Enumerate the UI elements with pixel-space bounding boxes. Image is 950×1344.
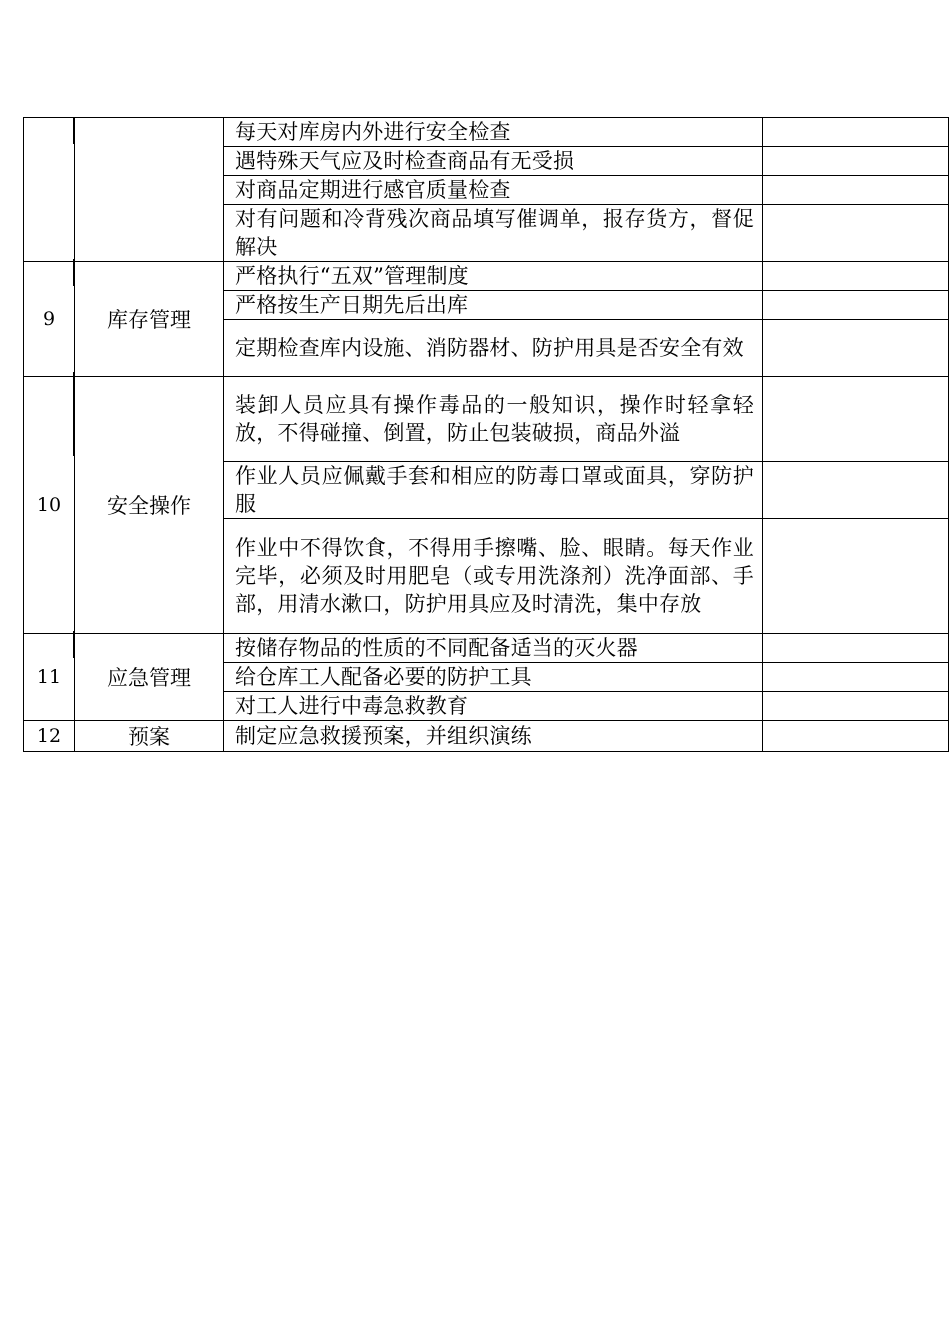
table-row xyxy=(24,634,949,663)
result-cell xyxy=(763,692,949,721)
requirement-cell: 严格执行“五双”管理制度 xyxy=(224,262,763,291)
result-cell xyxy=(763,176,949,205)
column-divider-stub xyxy=(73,117,74,144)
requirement-cell: 按储存物品的性质的不同配备适当的灭火器 xyxy=(224,634,763,663)
row-number-cell: 11 xyxy=(24,634,75,721)
result-cell xyxy=(763,291,949,320)
result-cell xyxy=(763,721,949,752)
table-row xyxy=(24,721,949,752)
category-cell: 库存管理 xyxy=(75,262,224,377)
category-cell: 预案 xyxy=(75,721,224,752)
requirement-cell: 给仓库工人配备必要的防护工具 xyxy=(224,663,763,692)
result-cell xyxy=(763,519,949,634)
row-number-cell: 9 xyxy=(24,262,75,377)
column-divider-stub xyxy=(73,372,74,456)
requirement-cell: 遇特殊天气应及时检查商品有无受损 xyxy=(224,147,763,176)
result-cell xyxy=(763,462,949,519)
requirement-cell: 每天对库房内外进行安全检查 xyxy=(224,118,763,147)
result-cell xyxy=(763,147,949,176)
result-cell xyxy=(763,377,949,462)
result-cell xyxy=(763,118,949,147)
requirement-cell: 对有问题和冷背残次商品填写催调单，报存货方，督促解决 xyxy=(224,205,763,262)
requirement-cell: 作业人员应佩戴手套和相应的防毒口罩或面具，穿防护服 xyxy=(224,462,763,519)
row-number-cell xyxy=(24,118,75,262)
result-cell xyxy=(763,634,949,663)
requirement-cell: 定期检查库内设施、消防器材、防护用具是否安全有效 xyxy=(224,320,763,377)
table-row xyxy=(24,118,949,147)
requirement-cell: 严格按生产日期先后出库 xyxy=(224,291,763,320)
result-cell xyxy=(763,320,949,377)
result-cell xyxy=(763,205,949,262)
requirement-cell: 作业中不得饮食，不得用手擦嘴、脸、眼睛。每天作业完毕，必须及时用肥皂（或专用洗涤剂）洗净面部、手部，用清水漱口，防护用具应及时清洗，集中存放 xyxy=(224,519,763,634)
table-row xyxy=(24,262,949,291)
category-cell: 应急管理 xyxy=(75,634,224,721)
column-divider-stub xyxy=(73,631,74,658)
result-cell xyxy=(763,262,949,291)
row-number-cell: 10 xyxy=(24,377,75,634)
category-cell xyxy=(75,118,224,262)
category-cell: 安全操作 xyxy=(75,377,224,634)
requirement-cell: 对工人进行中毒急救教育 xyxy=(224,692,763,721)
result-cell xyxy=(763,663,949,692)
row-number-cell: 12 xyxy=(24,721,75,752)
requirement-cell: 对商品定期进行感官质量检查 xyxy=(224,176,763,205)
column-divider-stub xyxy=(73,259,74,286)
table-row xyxy=(24,377,949,462)
requirement-cell: 装卸人员应具有操作毒品的一般知识，操作时轻拿轻放，不得碰撞、倒置，防止包装破损，商品外溢 xyxy=(224,377,763,462)
inspection-table xyxy=(23,117,949,752)
requirement-cell: 制定应急救援预案，并组织演练 xyxy=(224,721,763,752)
inspection-table-container xyxy=(23,117,928,752)
